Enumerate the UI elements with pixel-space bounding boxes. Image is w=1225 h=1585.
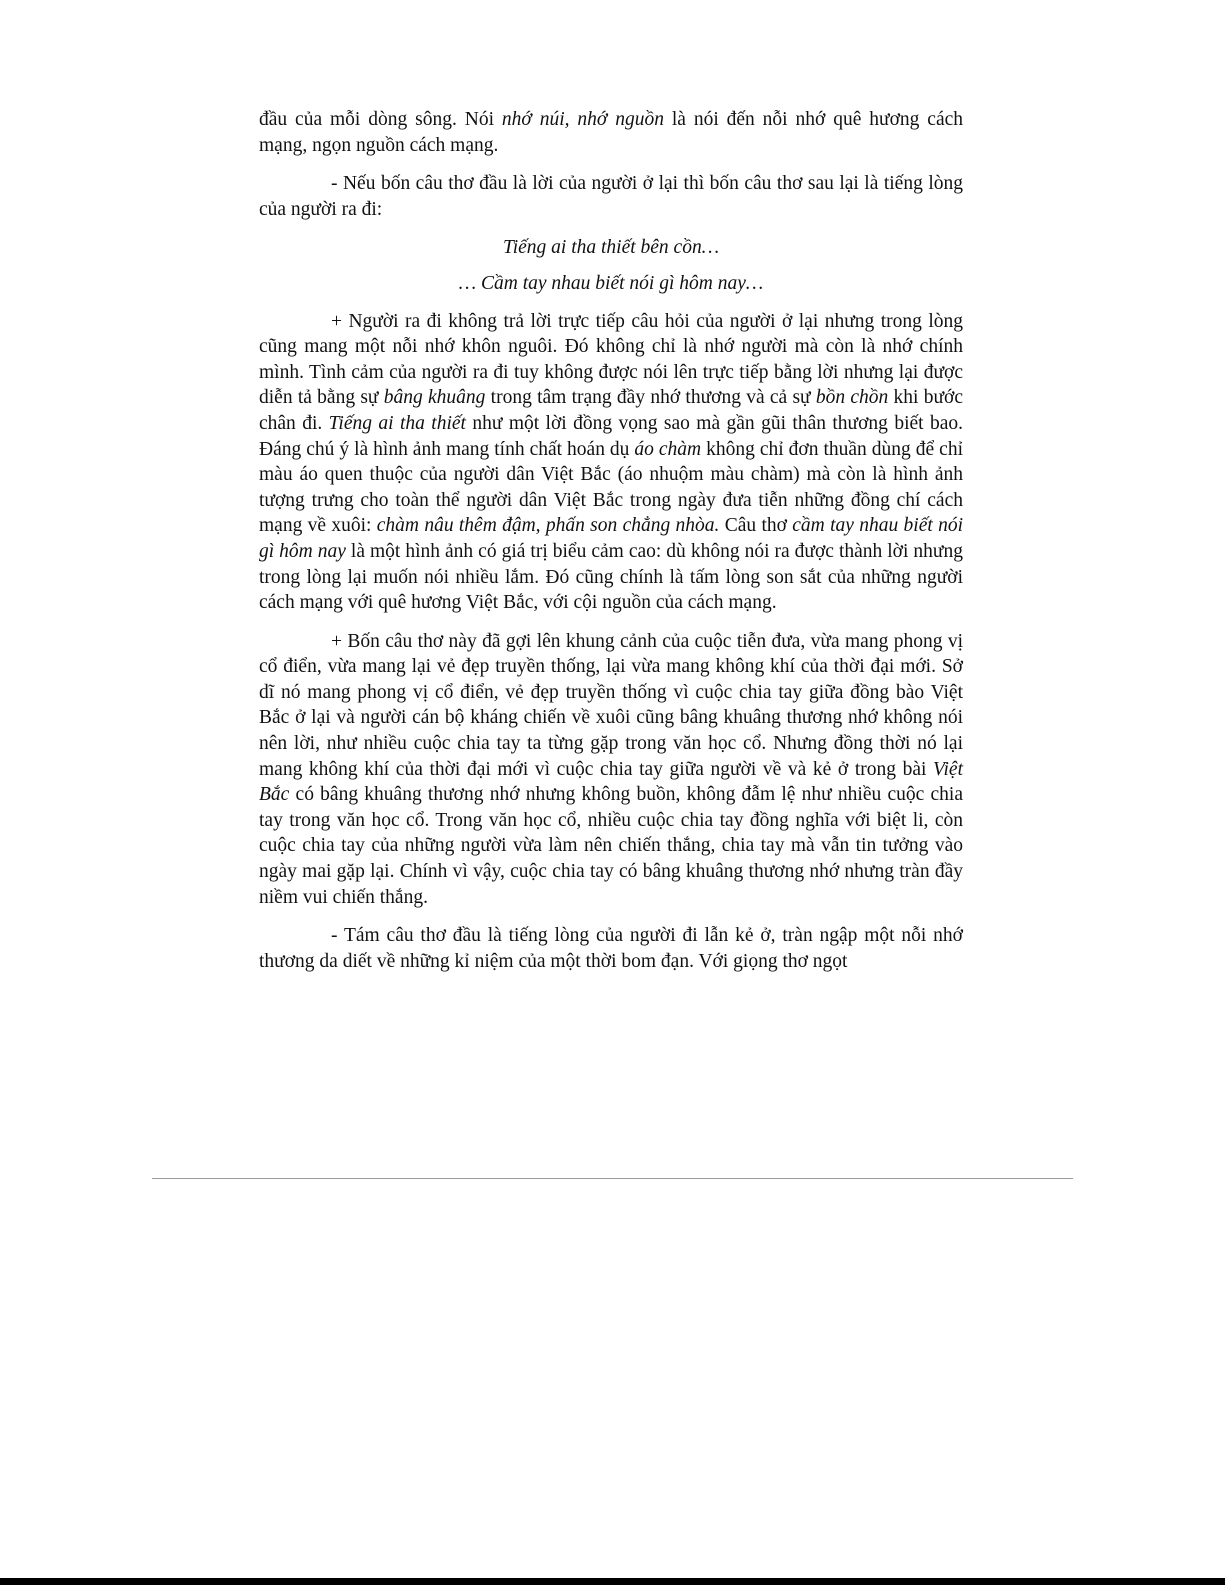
paragraph-2: - Nếu bốn câu thơ đầu là lời của người ở lại thì bốn câu thơ sau lại là tiếng lòng của người ra đi: <box>259 173 963 220</box>
paragraph-3-italic-f: cầm tay nhau biết nói gì hôm nay <box>259 515 964 562</box>
paragraph-3-italic-b: bồn chồn <box>815 387 889 409</box>
paragraph-3-text-g: là một hình ảnh có giá trị biểu cảm cao: dù không nói ra được thành lời nhưng trong lòng lại muốn nói nhiều lắm. Đó cũng chính là tấm lòng son sắt của những người cách mạng với quê hương Việt Bắc, với cội nguồn của cách mạng. <box>259 540 963 614</box>
paragraph-3-text-f: Câu thơ <box>719 515 793 537</box>
paragraph-3-italic-a: bâng khuâng <box>383 387 486 409</box>
paragraph-4-text-a: + Bốn câu thơ này đã gợi lên khung cảnh của cuộc tiễn đưa, vừa mang phong vị cổ điển, vừa mang lại vẻ đẹp truyền thống, lại vừa mang không khí của thời đại mới. Sở dĩ nó mang phong vị cổ điển, vẻ đẹp truyền thống vì cuộc chia tay giữa đồng bào Việt Bắc ở lại và người cán bộ kháng chiến về xuôi cũng bâng khuâng thương nhớ không nói nên lời, như nhiều cuộc chia tay ta từng gặp trong văn học cổ. Nhưng đồng thời nó lại mang không khí của thời đại mới vì cuộc chia tay giữa người về và kẻ ở trong bài <box>259 630 963 780</box>
paragraph-1-text-b: là nói đến nỗi nhớ quê hương cách mạng, ngọn nguồn cách mạng. <box>259 109 963 156</box>
bottom-edge-bar <box>0 1578 1225 1585</box>
paragraph-4 <box>259 629 963 911</box>
paragraph-3-text-e: không chỉ đơn thuần dùng để chỉ màu áo quen thuộc của người dân Việt Bắc (áo nhuộm màu chàm) mà còn là hình ảnh tượng trưng cho toàn thể người dân Việt Bắc trong ngày đưa tiễn những đồng chí cách mạng về xuôi: <box>259 438 963 537</box>
page-break-divider <box>152 1178 1073 1179</box>
paragraph-3-text-d: như một lời đồng vọng sao mà gần gũi thân thương biết bao. Đáng chú ý là hình ảnh mang tính chất hoán dụ <box>259 412 963 460</box>
paragraph-3 <box>259 309 963 616</box>
paragraph-1-text-a: đầu của mỗi dòng sông. Nói <box>259 109 502 130</box>
document-body <box>259 107 963 987</box>
paragraph-1-italic-a: nhớ núi, nhớ nguồn <box>501 109 664 130</box>
poem-quote <box>259 235 963 296</box>
paragraph-1 <box>259 107 963 158</box>
paragraph-4-text-b: có bâng khuâng thương nhớ nhưng không buồn, không đẫm lệ như nhiều cuộc chia tay trong văn học cổ. Trong văn học cổ, nhiều cuộc chia tay đồng nghĩa với biệt li, còn cuộc chia tay của những người vừa làm nên chiến thắng, chia tay mà vẫn tin tưởng vào ngày mai gặp lại. Chính vì vậy, cuộc chia tay có bâng khuâng thương nhớ nhưng tràn đầy niềm vui chiến thắng. <box>259 784 963 908</box>
paragraph-5: - Tám câu thơ đầu là tiếng lòng của người đi lẫn kẻ ở, tràn ngập một nỗi nhớ thương da diết về những kỉ niệm của một thời bom đạn. Với giọng thơ ngọt <box>259 925 963 972</box>
paragraph-3-italic-c: Tiếng ai tha thiết <box>328 412 466 434</box>
paragraph-3-text-a: + Người ra đi không trả lời trực tiếp câu hỏi của người ở lại nhưng trong lòng cũng mang một nỗi nhớ khôn nguôi. Đó không chỉ là nhớ người mà còn là nhớ chính mình. Tình cảm của người ra đi tuy không được nói lên trực tiếp bằng lời nhưng lại được diễn tả bằng sự <box>259 310 963 409</box>
paragraph-3-text-b: trong tâm trạng đầy nhớ thương và cả sự <box>485 387 816 409</box>
paragraph-3-italic-e: chàm nâu thêm đậm, phấn son chẳng nhòa. <box>376 515 720 537</box>
paragraph-3-text-c: khi bước chân đi. <box>259 387 964 434</box>
paragraph-4-italic-a: Việt Bắc <box>259 758 963 806</box>
paragraph-3-italic-d: áo chàm <box>634 438 702 460</box>
poem-line-1: Tiếng ai tha thiết bên cồn… <box>502 237 720 259</box>
poem-line-2: … Cầm tay nhau biết nói gì hôm nay… <box>458 272 764 294</box>
